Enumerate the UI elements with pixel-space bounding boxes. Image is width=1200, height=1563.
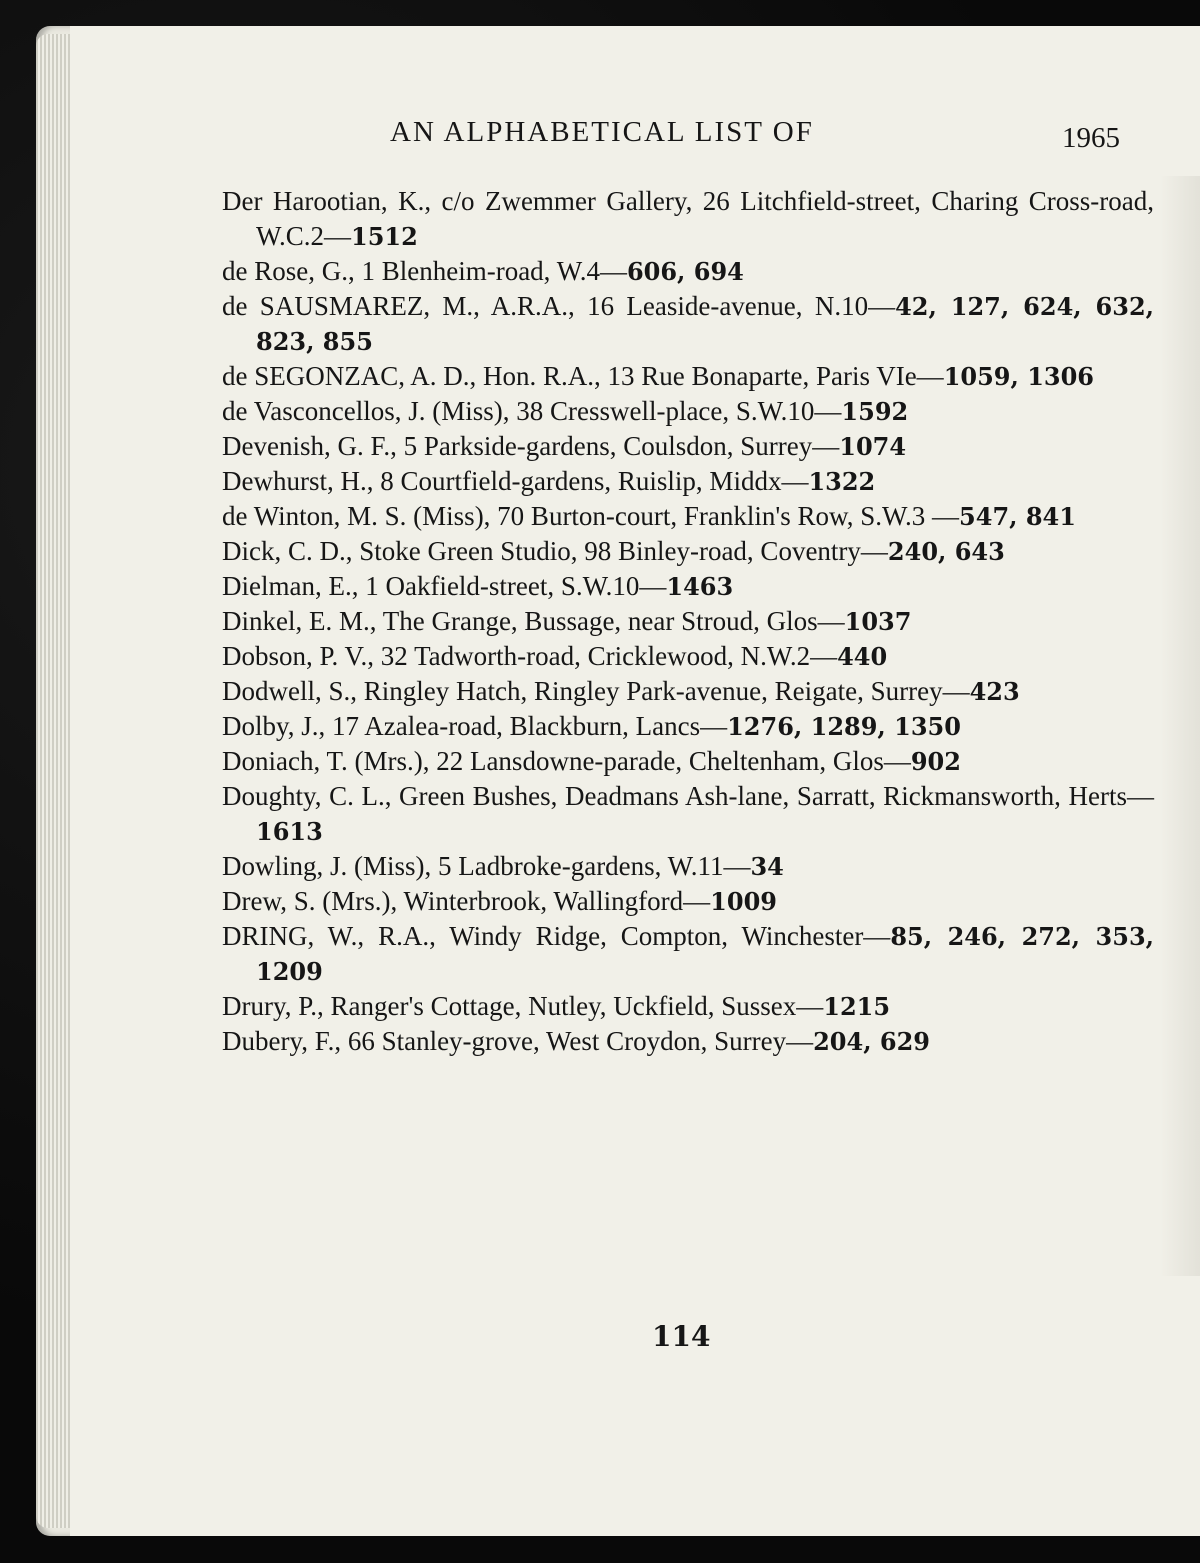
entry-text: Dinkel, E. M., The Grange, Bussage, near Stroud, Glos— <box>222 606 845 636</box>
entry-refs: 606, 694 <box>626 257 744 286</box>
entry-refs: 1276, 1289, 1350 <box>727 712 961 741</box>
entry-refs: 204, 629 <box>813 1027 930 1056</box>
entry-text: Doniach, T. (Mrs.), 22 Lansdowne-parade, Cheltenham, Glos— <box>222 746 911 776</box>
entry-refs: 1322 <box>808 467 876 496</box>
list-entry <box>222 604 1154 639</box>
entry-text: Dowling, J. (Miss), 5 Ladbroke-gardens, W.11— <box>222 851 751 881</box>
entry-text: Dielman, E., 1 Oakfield-street, S.W.10— <box>222 571 667 601</box>
entry-text: de Winton, M. S. (Miss), 70 Burton-court, Franklin's Row, S.W.3 — <box>222 501 960 531</box>
list-entry <box>222 289 1154 359</box>
entry-text: de Rose, G., 1 Blenheim-road, W.4— <box>222 256 627 286</box>
list-entry <box>222 989 1154 1024</box>
entry-text: de SAUSMAREZ, M., A.R.A., 16 Leaside-avenue, N.10— <box>222 291 896 321</box>
entry-refs: 240, 643 <box>887 537 1005 566</box>
entry-text: Dolby, J., 17 Azalea-road, Blackburn, Lancs— <box>222 711 728 741</box>
entry-text: Dobson, P. V., 32 Tadworth-road, Cricklewood, N.W.2— <box>222 641 838 671</box>
list-entry <box>222 744 1154 779</box>
entry-refs: 1074 <box>839 432 907 461</box>
entry-refs: 1592 <box>841 397 909 426</box>
entry-refs: 42, 127, 624, 632, 823, 855 <box>256 292 1154 356</box>
entry-text: Devenish, G. F., 5 Parkside-gardens, Coulsdon, Surrey— <box>222 431 840 461</box>
list-entry <box>222 779 1154 849</box>
list-entry <box>222 849 1154 884</box>
entry-text: Dick, C. D., Stoke Green Studio, 98 Binley-road, Coventry— <box>222 536 888 566</box>
entry-refs: 1512 <box>351 222 418 251</box>
entry-refs: 440 <box>837 642 888 671</box>
list-entry <box>222 919 1154 989</box>
running-title: AN ALPHABETICAL LIST OF <box>390 116 814 148</box>
entry-refs: 1463 <box>666 572 734 601</box>
entry-refs: 1215 <box>823 992 891 1021</box>
entry-text: de Vasconcellos, J. (Miss), 38 Cresswell-place, S.W.10— <box>222 396 842 426</box>
list-entry <box>222 569 1154 604</box>
entry-text: de SEGONZAC, A. D., Hon. R.A., 13 Rue Bonaparte, Paris VIe— <box>222 361 944 391</box>
page-edges <box>36 34 72 1528</box>
list-entry <box>222 884 1154 919</box>
page-number: 114 <box>652 1320 711 1353</box>
entry-text: DRING, W., R.A., Windy Ridge, Compton, Winchester— <box>222 921 891 951</box>
entry-refs: 1613 <box>256 817 323 846</box>
entry-text: Doughty, C. L., Green Bushes, Deadmans Ash-lane, Sarratt, Rickmansworth, Herts— <box>222 781 1154 811</box>
entry-refs: 1037 <box>844 607 912 636</box>
entry-refs: 85, 246, 272, 353, 1209 <box>256 922 1154 986</box>
entry-refs: 547, 841 <box>959 502 1076 531</box>
list-entry <box>222 674 1154 709</box>
entry-text: Drew, S. (Mrs.), Winterbrook, Wallingford— <box>222 886 711 916</box>
entry-refs: 423 <box>969 677 1020 706</box>
entry-text: Dubery, F., 66 Stanley-grove, West Croydon, Surrey— <box>222 1026 814 1056</box>
list-entry <box>222 499 1154 534</box>
list-entry <box>222 464 1154 499</box>
entry-text: Der Harootian, K., c/o Zwemmer Gallery, 26 Litchfield-street, Charing Cross-road, W.C.2— <box>222 186 1154 251</box>
entry-refs: 34 <box>750 852 784 881</box>
entry-refs: 1009 <box>710 887 777 916</box>
entry-refs: 902 <box>910 747 961 776</box>
list-entry <box>222 184 1154 254</box>
list-entry <box>222 639 1154 674</box>
list-entry <box>222 359 1154 394</box>
entry-list <box>222 184 1154 1059</box>
entry-text: Dewhurst, H., 8 Courtfield-gardens, Ruislip, Middx— <box>222 466 809 496</box>
entry-text: Dodwell, S., Ringley Hatch, Ringley Park-avenue, Reigate, Surrey— <box>222 676 970 706</box>
list-entry <box>222 254 1154 289</box>
list-entry <box>222 1024 1154 1059</box>
book-page <box>70 26 1200 1536</box>
list-entry <box>222 394 1154 429</box>
show-through-shadow <box>1160 176 1200 1276</box>
entry-text: Drury, P., Ranger's Cottage, Nutley, Uckfield, Sussex— <box>222 991 824 1021</box>
page-year: 1965 <box>1062 122 1120 154</box>
list-entry <box>222 709 1154 744</box>
list-entry <box>222 429 1154 464</box>
entry-refs: 1059, 1306 <box>943 362 1094 391</box>
list-entry <box>222 534 1154 569</box>
